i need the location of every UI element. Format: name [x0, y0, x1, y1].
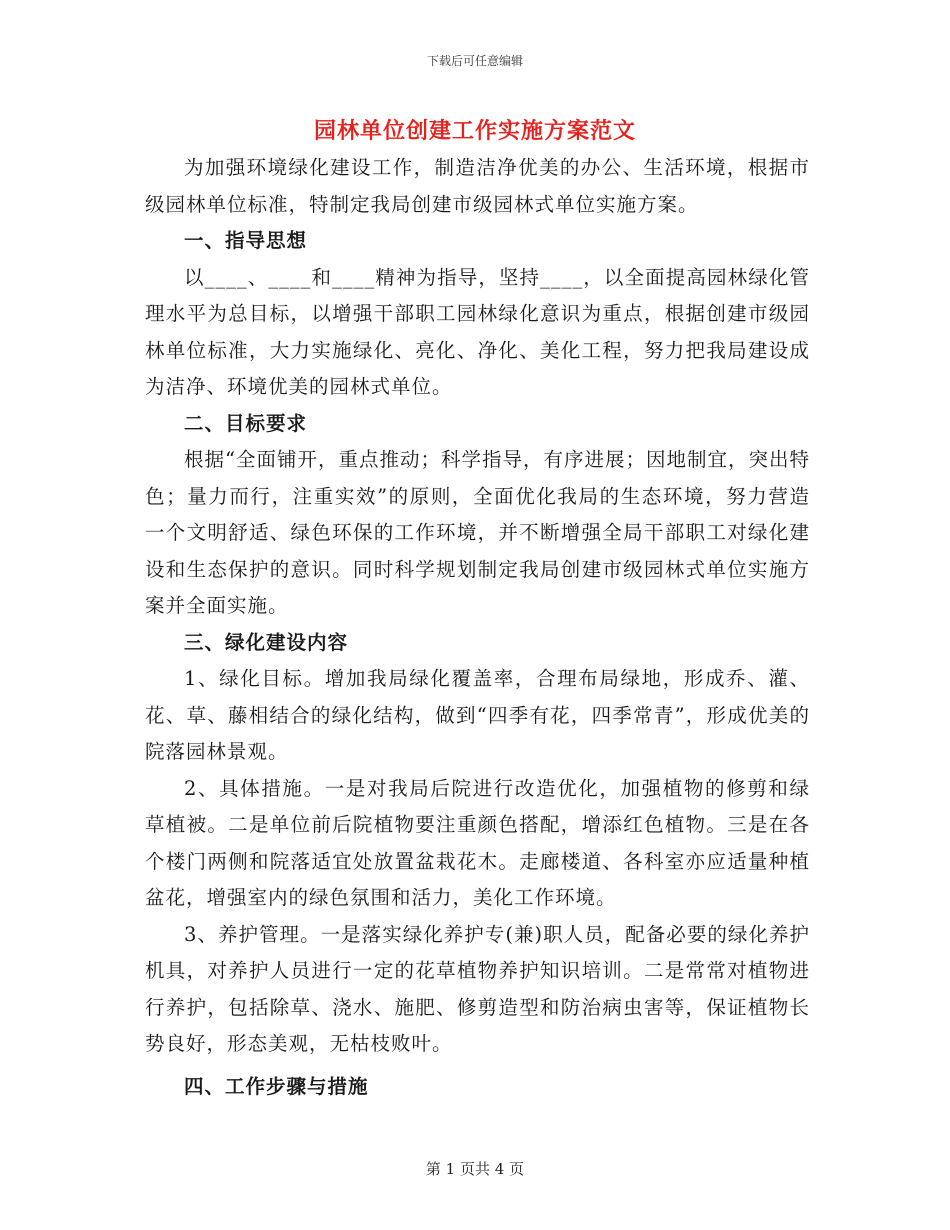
document-body	[145, 150, 810, 1105]
section-heading-2: 二、目标要求	[184, 411, 308, 435]
intro-paragraph: 为加强环境绿化建设工作，制造洁净优美的办公、生活环境，根据市级园林单位标准，特制定我局创建市级园林式单位实施方案。	[145, 156, 810, 216]
document-title: 园林单位创建工作实施方案范文	[313, 118, 636, 144]
section-heading-3: 三、绿化建设内容	[184, 630, 349, 654]
goals-paragraph: 根据“全面铺开，重点推动；科学指导，有序进展；因地制宜，突出特色；量力而行，注重实效”的原则，全面优化我局的生态环境，努力营造一个文明舒适、绿色环保的工作环境，并不断增强全局干部职工对绿化建设和生态保护的意识。同时科学规划制定我局创建市级园林式单位实施方案并全面实施。	[145, 448, 810, 617]
greening-goal-paragraph: 1、绿化目标。增加我局绿化覆盖率，合理布局绿地，形成乔、灌、花、草、藤相结合的绿化结构，做到“四季有花，四季常青”，形成优美的院落园林景观。	[145, 667, 810, 763]
section-heading-4: 四、工作步骤与措施	[184, 1074, 369, 1098]
page-header-note: 下载后可任意编辑	[426, 54, 523, 68]
section-heading-1: 一、指导思想	[184, 229, 308, 252]
maintenance-paragraph: 3、养护管理。一是落实绿化养护专(兼)职人员，配备必要的绿化养护机具，对养护人员进行一定的花草植物养护知识培训。二是常常对植物进行养护，包括除草、浇水、施肥、修剪造型和防治病虫害等，保证植物长势良好，形态美观，无枯枝败叶。	[145, 922, 810, 1055]
specific-measures-paragraph: 2、具体措施。一是对我局后院进行改造优化，加强植物的修剪和绿草植被。二是单位前后院植物要注重颜色搭配，增添红色植物。三是在各个楼门两侧和院落适宜处放置盆栽花木。走廊楼道、各科室亦应适量种植盆花，增强室内的绿色氛围和活力，美化工作环境。	[145, 776, 810, 909]
page-footer: 第 1 页共 4 页	[425, 1160, 525, 1178]
guiding-ideology-paragraph: 以____、____和____精神为指导，坚持____，以全面提高园林绿化管理水平为总目标，以增强干部职工园林绿化意识为重点，根据创建市级园林单位标准，大力实施绿化、亮化、净化、美化工程，努力把我局建设成为洁净、环境优美的园林式单位。	[145, 265, 810, 398]
